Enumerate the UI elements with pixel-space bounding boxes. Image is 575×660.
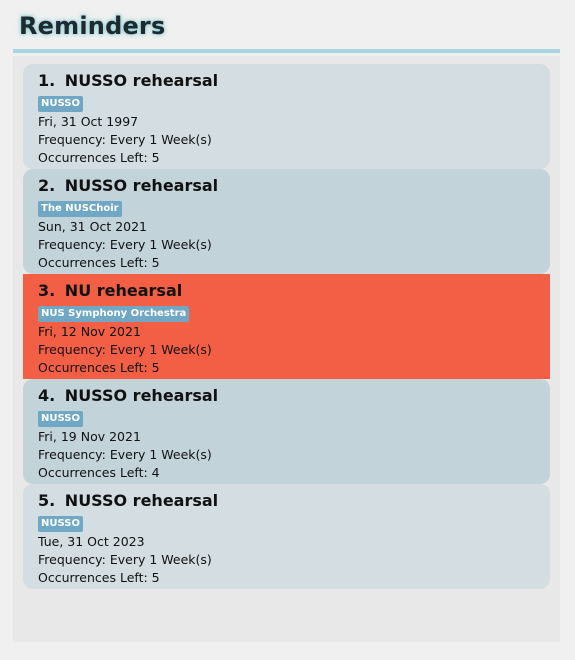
reminder-title	[38, 176, 550, 196]
reminder-date: Fri, 19 Nov 2021	[38, 429, 141, 444]
title-divider	[13, 49, 560, 53]
reminder-title	[38, 386, 550, 406]
reminder-tag: NUSSO	[38, 516, 83, 532]
reminder-card-5[interactable]	[23, 484, 550, 589]
reminder-occurrences: Occurrences Left: 5	[38, 570, 160, 585]
reminder-tag: NUS Symphony Orchestra	[38, 306, 189, 322]
reminder-name: NUSSO rehearsal	[64, 176, 219, 195]
reminder-name: NUSSO rehearsal	[64, 386, 219, 405]
reminder-card-2[interactable]	[23, 169, 550, 274]
reminder-frequency: Frequency: Every 1 Week(s)	[38, 552, 212, 567]
reminder-occurrences: Occurrences Left: 4	[38, 465, 160, 480]
reminder-date: Tue, 31 Oct 2023	[38, 534, 145, 549]
reminder-name: NUSSO rehearsal	[64, 71, 219, 90]
panel-title: Reminders	[19, 12, 166, 40]
reminder-frequency: Frequency: Every 1 Week(s)	[38, 132, 212, 147]
reminder-occurrences: Occurrences Left: 5	[38, 360, 160, 375]
reminder-card-4[interactable]	[23, 379, 550, 484]
reminder-card-1[interactable]	[23, 64, 550, 169]
reminder-index: 3.	[38, 281, 56, 300]
reminder-name: NU rehearsal	[64, 281, 183, 300]
reminder-frequency: Frequency: Every 1 Week(s)	[38, 342, 212, 357]
reminder-index: 2.	[38, 176, 56, 195]
reminder-title	[38, 71, 550, 91]
reminder-tag: The NUSChoir	[38, 201, 122, 217]
reminder-occurrences: Occurrences Left: 5	[38, 150, 160, 165]
reminder-card-3-selected[interactable]	[23, 274, 550, 379]
reminder-index: 4.	[38, 386, 56, 405]
reminder-date: Fri, 12 Nov 2021	[38, 324, 141, 339]
reminder-title	[38, 491, 550, 511]
reminder-date: Fri, 31 Oct 1997	[38, 114, 139, 129]
reminder-frequency: Frequency: Every 1 Week(s)	[38, 237, 212, 252]
reminder-occurrences: Occurrences Left: 5	[38, 255, 160, 270]
reminder-title	[38, 281, 550, 301]
reminder-list[interactable]	[13, 56, 560, 642]
reminder-date: Sun, 31 Oct 2021	[38, 219, 148, 234]
reminder-index: 1.	[38, 71, 56, 90]
reminder-tag: NUSSO	[38, 96, 83, 112]
reminder-tag: NUSSO	[38, 411, 83, 427]
reminder-name: NUSSO rehearsal	[64, 491, 219, 510]
reminder-index: 5.	[38, 491, 56, 510]
reminder-frequency: Frequency: Every 1 Week(s)	[38, 447, 212, 462]
